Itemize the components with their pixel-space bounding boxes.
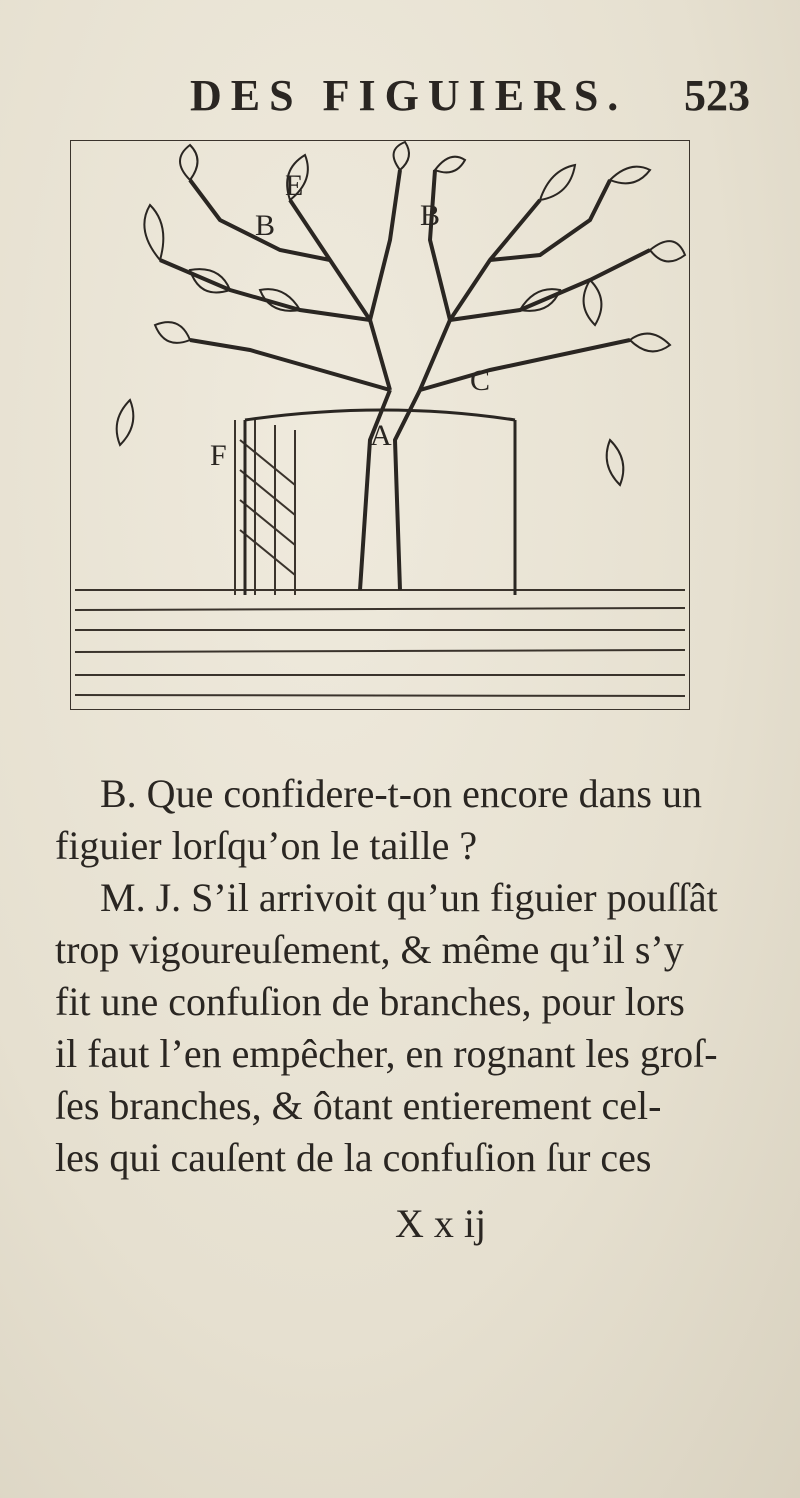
fig-label-f: F [210, 439, 227, 472]
text-line-2: figuier lorſqu’on le taille ? [55, 823, 478, 868]
engraving [70, 140, 690, 710]
fig-label-e: E [285, 169, 304, 202]
text-line-1: B. Que confidere-t-on encore dans un [100, 771, 702, 816]
text-line-4: trop vigoureuſement, & même qu’il s’y [55, 927, 684, 972]
ground-hatching [75, 590, 685, 696]
fig-label-b-right: B [420, 199, 441, 232]
text-line-3: M. J. S’il arrivoit qu’un figuier pouſſât [100, 875, 718, 920]
fig-trunk [160, 170, 650, 590]
fig-label-a: A [370, 419, 392, 452]
body-text [55, 768, 795, 1184]
running-title: DES FIGUIERS. [190, 71, 628, 120]
text-line-8: les qui cauſent de la confuſion ſur ces [55, 1135, 652, 1180]
page-number: 523 [684, 71, 750, 120]
text-line-7: ſes branches, & ôtant entierement cel- [55, 1083, 662, 1128]
fig-label-c: C [470, 364, 491, 397]
fig-label-b: B [255, 209, 276, 242]
fig-tree-illustration [70, 140, 690, 710]
signature-mark: X x ij [395, 1201, 487, 1246]
text-line-6: il faut l’en empêcher, en rognant les groſ- [55, 1031, 718, 1076]
page-header [190, 70, 750, 130]
text-line-5: fit une confuſion de branches, pour lors [55, 979, 685, 1024]
